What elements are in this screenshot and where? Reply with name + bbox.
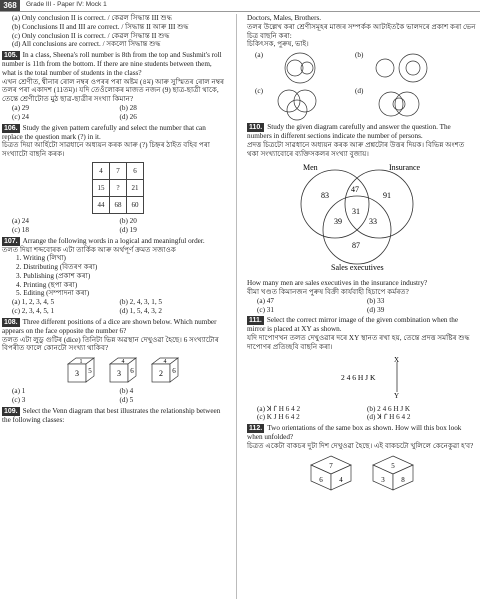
grid-cell: 7: [110, 162, 127, 179]
dice-figure: [150, 356, 180, 384]
option: (b) 2 4 6 H J K: [367, 404, 411, 413]
option-label: (d): [355, 87, 364, 96]
question-text-en: Select the correct mirror image of the given combination when the mirror is placed at XY as shown.: [247, 316, 459, 334]
option-label: (b): [355, 51, 364, 60]
dice-face-top: 4: [121, 359, 125, 366]
question-106: [2, 124, 227, 235]
option: (d) 1, 5, 4, 3, 2: [119, 306, 163, 315]
option: (a) 29: [12, 104, 29, 113]
dice-face-front: 2: [159, 369, 163, 379]
venn-value: 83: [321, 191, 329, 201]
mirror-figure: [337, 356, 417, 398]
mirror-combination: 2 4 6 H J K: [341, 372, 376, 382]
box-face-left: 6: [319, 475, 323, 484]
question-text-en: How many men are sales executives in the insurance industry?: [247, 279, 428, 288]
option: (a) 47: [257, 296, 274, 305]
option: (b) Conclusions II and III are correct. / সিদ্ধান্ত II আৰু III শুদ্ধ: [12, 22, 189, 31]
question-107: [2, 237, 227, 316]
question-text-as: যদি দাপোণখন তলত দেখুওৱাৰ দৰে XY স্থানত ৰখা হয়, তেন্তে প্ৰদত্ত সমষ্টিৰ শুদ্ধ দাপোণৰ প্ৰতিচ্ছবি বাছনি কৰা।: [247, 334, 470, 351]
question-105: [2, 51, 227, 121]
option: (c) 3: [12, 395, 26, 404]
question-text-en: Study the given pattern carefully and select the number that can replace the question mark (?) in it.: [2, 123, 206, 141]
box-face-top: 5: [391, 461, 395, 470]
page-number: 368: [0, 0, 20, 11]
venn-classes-as: চিকিৎসক, পুৰুষ, ভাই।: [247, 40, 309, 49]
option: (b) 2, 4, 3, 1, 5: [119, 298, 163, 307]
mirror-x-label: X: [394, 355, 400, 364]
question-number: 108.: [4, 318, 18, 326]
box-face-left: 3: [381, 475, 385, 484]
question-number: 110.: [249, 124, 263, 132]
venn-value: 47: [351, 185, 359, 195]
venn-option-a: [255, 51, 345, 85]
list-item: 3. Publishing (প্ৰকাশ কৰা): [16, 271, 91, 280]
question-text-as: চিত্ৰত দিয়া আৰ্হিটো সাৱধানে অধ্যয়ন কৰক আৰু (?) চিহ্নৰ ঠাইত বহিব পৰা সংখ্যাটো বাছনি কৰক।: [2, 141, 210, 159]
venn-value: 87: [352, 241, 360, 251]
dice-face-side: 6: [130, 367, 134, 376]
option: (d) All conclusions are correct. / সকলো সিদ্ধান্ত শুদ্ধ: [12, 40, 161, 49]
dice-figure: [108, 356, 138, 384]
q104-options: [2, 14, 227, 49]
question-number: 106.: [4, 124, 18, 132]
venn-value: 31: [352, 207, 360, 217]
left-column: [2, 14, 227, 424]
mirror-y-label: Y: [394, 391, 400, 398]
question-text-en: Select the Venn diagram that best illustrates the relationship between the following classes:: [2, 406, 221, 424]
list-item: 2. Distributing (বিতৰণ কৰা): [16, 263, 98, 272]
question-text-as: তলৰ উল্লেখ কৰা শ্ৰেণীসমূহৰ মাজৰ সম্পৰ্কক আটাইতকৈ ভালদৰে প্ৰকাশ কৰা ভেন চিত্ৰ বাছনি কৰা:: [247, 22, 476, 40]
question-number: 112.: [249, 425, 263, 433]
venn-diagram: [255, 87, 345, 121]
question-text-en: In a class, Sheena's roll number is 8th from the top and Sushmit's roll number is 11th from the bottom. If there are nine students between them, what is the total number of students in the class?: [2, 51, 222, 77]
question-number: 107.: [4, 237, 18, 245]
venn-option-b: [355, 51, 445, 85]
question-text-as: বীমা খণ্ডত কিমানজন পুৰুষ বিক্ৰী কাৰ্যবাহী হিচাপে কৰ্মৰত?: [247, 288, 409, 297]
option-label: (a): [255, 51, 263, 60]
venn-options: [255, 51, 477, 121]
dice-face-top: 4: [163, 359, 167, 366]
question-text-en: Two orientations of the same box as shown. How will this box look when unfolded?: [247, 424, 462, 442]
dice-face-side: 5: [88, 367, 92, 376]
question-text-as: এখন শ্ৰেণীত, শ্বীনাৰ ৰোল নম্বৰ ওপৰৰ পৰা অষ্টম (৪ম) আৰু সুস্মিতৰ ৰোল নম্বৰ তলৰ পৰা একাদশ (11তম)। যদি তেওঁলোকৰ মাজত নজন (9) ছাত্ৰ-ছাত্ৰী থাকে, তেন্তে শ্ৰেণীটোত মুঠ ছাত্ৰ-ছাত্ৰীৰ সংখ্যা কিমান?: [2, 77, 225, 104]
list-item: 4. Printing (ছপা কৰা): [16, 280, 78, 289]
option: (c) 24: [12, 112, 29, 121]
dice-face-front: 3: [75, 369, 79, 379]
venn-diagram: [255, 51, 345, 85]
grid-cell: 6: [127, 162, 144, 179]
venn-label-men: Men: [303, 163, 318, 173]
dice-figures: [66, 356, 227, 384]
dice-face-side: 6: [172, 367, 176, 376]
option: (d) 5: [119, 395, 134, 404]
venn-value: 39: [334, 217, 342, 227]
page-header: [0, 0, 480, 12]
venn-label-insurance: Insurance: [389, 163, 421, 173]
right-column: [247, 14, 477, 492]
venn-value: 91: [383, 191, 391, 201]
option: (b) 33: [367, 296, 385, 305]
option: (d) 39: [367, 305, 385, 314]
option: (b) 28: [119, 104, 137, 113]
box-figure: [307, 454, 355, 492]
question-text-en: Arrange the following words in a logical and meaningful order.: [22, 236, 205, 245]
venn-option-d: [355, 87, 445, 121]
option-label: (c): [255, 87, 263, 96]
question-108: [2, 318, 227, 405]
question-text-en: Study the given diagram carefully and answer the question. The numbers in different sections indicate the number of persons.: [247, 123, 451, 141]
option: (a) ꓘ ꓩ H 6 4 2: [257, 404, 301, 413]
question-text-as: তলত এটা লুডু গুটিৰ (dice) তিনিটা ভিন্ন অৱস্থান দেখুওৱা হৈছে। 6 সংখ্যাটোৰ বিপৰীত ফালে কোনটো সংখ্যা থাকিব?: [2, 335, 219, 353]
question-text-as: চিত্ৰত একেটা বাকচৰ দুটা দিশ দেখুওৱা হৈছে। এই বাকচটো খুলিলে কেনেকুৱা হ'ব?: [247, 441, 474, 450]
question-109: [2, 407, 227, 425]
option: (b) 4: [119, 387, 134, 396]
venn-classes: Doctors, Males, Brothers.: [247, 14, 322, 22]
option: (c) K J H 6 4 2: [257, 413, 300, 422]
box-face-right: 4: [339, 475, 343, 484]
grid-cell: 44: [93, 196, 110, 213]
option: (a) 24: [12, 216, 29, 225]
option: (d) 26: [119, 112, 137, 121]
option: (a) Only conclusion II is correct. / কেৱল সিদ্ধান্ত III শুদ্ধ: [12, 14, 173, 22]
question-110: [247, 123, 477, 314]
question-text-as: প্ৰদত্ত চিত্ৰটো সাৱধানে অধ্যয়ন কৰক আৰু প্ৰশ্নটোৰ উত্তৰ দিয়ক। বিভিন্ন অংশত থকা সংখ্যাবোৰে ব্যক্তিসকলৰ সংখ্যা বুজায়।: [247, 140, 465, 158]
grid-cell: 4: [93, 162, 110, 179]
venn-diagram: [355, 87, 445, 121]
question-number: 109.: [4, 407, 18, 415]
venn-label-sales: Sales executives: [331, 263, 384, 273]
option: (b) 20: [119, 216, 137, 225]
option: (c) 2, 3, 4, 5, 1: [12, 306, 55, 315]
grid-cell: 68: [110, 196, 127, 213]
box-figure: [369, 454, 417, 492]
grid-cell: ?: [110, 179, 127, 196]
dice-face-front: 3: [117, 369, 121, 379]
option: (c) Only conclusion II is correct. / কেৱল সিদ্ধান্ত II শুদ্ধ: [12, 31, 170, 40]
box-face-top: 7: [329, 461, 333, 470]
venn-option-c: [255, 87, 345, 121]
venn-value: 33: [369, 217, 377, 227]
column-divider: [236, 14, 237, 599]
option: (c) 18: [12, 225, 29, 234]
running-head: Grade III - Paper IV: Mock 1: [26, 1, 107, 8]
question-number: 111.: [249, 317, 262, 325]
option: (a) 1: [12, 387, 26, 396]
grid-cell: 60: [127, 196, 144, 213]
list-item: 1. Writing (লিখা): [16, 254, 66, 263]
number-grid: [92, 162, 144, 214]
people-venn-diagram: [267, 162, 447, 272]
question-text-as: তলত দিয়া শব্দবোৰক এটা তাৰ্কিক আৰু অৰ্থপূৰ্ণ ক্ৰমত সজাওক: [2, 245, 176, 254]
option: (c) 31: [257, 305, 274, 314]
option: (d) ꓘ ꓩ H 6 4 2: [367, 413, 411, 422]
venn-diagram: [355, 51, 445, 85]
question-112: [247, 424, 477, 492]
box-face-right: 8: [401, 475, 405, 484]
option: (d) 19: [119, 225, 137, 234]
question-111: [247, 316, 477, 422]
grid-cell: 15: [93, 179, 110, 196]
grid-cell: 21: [127, 179, 144, 196]
dice-face-top: 1: [79, 359, 83, 366]
question-number: 105.: [4, 52, 18, 60]
list-item: 5. Editing (সম্পাদনা কৰা): [16, 289, 90, 298]
dice-figure: [66, 356, 96, 384]
option: (a) 1, 2, 3, 4, 5: [12, 298, 55, 307]
box-figures: [307, 454, 477, 492]
question-text-en: Three different positions of a dice are shown below. Which number appears on the face opposite the number 6?: [2, 317, 217, 335]
